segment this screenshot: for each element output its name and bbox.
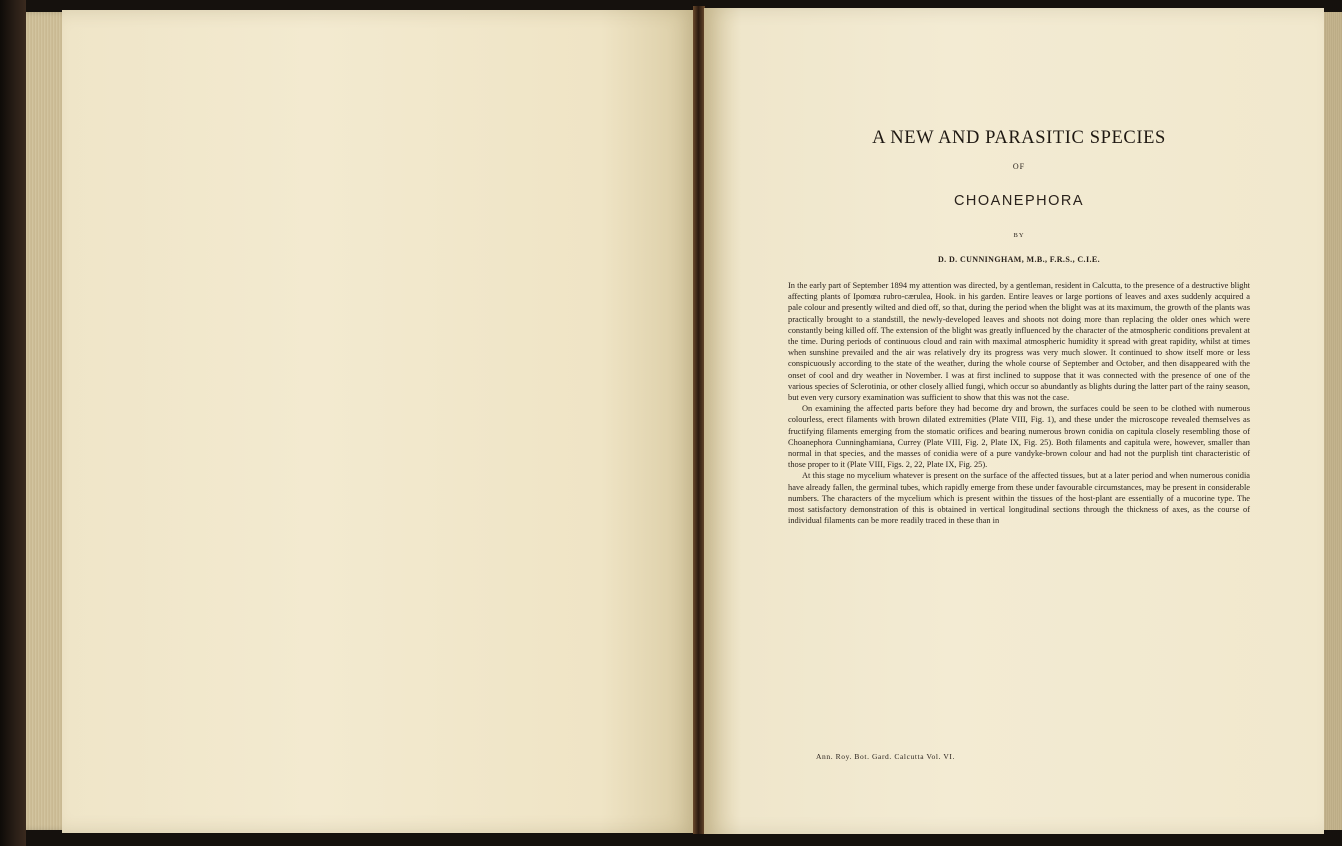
author-name: D. D. CUNNINGHAM, M.B., F.R.S., C.I.E. — [937, 255, 1101, 264]
right-page-edges — [1324, 12, 1342, 830]
paragraph-1: In the early part of September 1894 my attention was directed, by a gentleman, resident in Calcutta, to the presence of a destructive blight affecting plants of Ipomœa rubro-cærulea, Hook. in his garden. Entire leaves or large portions of leaves and axes suddenly acquired a pale colour and presently wilted and died off, so that, during the period when the blight was at its maximum, the growth of the plants was practically brought to a standstill, the newly-developed leaves and shoots not doing more than replacing the older ones which were constantly being killed off. The extension of the blight was greatly influenced by the character of the atmospheric conditions prevalent at the time. During periods of continuous cloud and rain with maximal atmospheric humidity it spread with great rapidity, whilst at times when sunshine prevailed and the air was relatively dry its progress was very much slower. It continued to show itself more or less conspicuously according to the state of the weather, during the whole course of September and October, and then disappeared with the onset of cool and dry weather in November. I was at first inclined to suppose that it was connected with the presence of one of the various species of Sclerotinia, or other closely allied fungi, which occur so abundantly as blights during the latter part of the rainy season, but even very cursory examination was sufficient to show that this was not the case. — [788, 281, 1250, 403]
article-content — [788, 120, 1250, 740]
article-body — [788, 280, 1250, 526]
article-title: A NEW AND PARASITIC SPECIES — [872, 128, 1166, 148]
journal-footer: Ann. Roy. Bot. Gard. Calcutta Vol. VI. — [816, 752, 955, 761]
paragraph-2: On examining the affected parts before they had become dry and brown, the surfaces could be seen to be clothed with numerous colourless, erect filaments with brown dilated extremities (Plate VIII, Fig. 1), and these under the microscope revealed themselves as fructifying filaments emerging from the stomatic orifices and bearing numerous brown conidia on capitula closely resembling those of Choanephora Cunninghamiana, Currey (Plate VIII, Fig. 2, Plate IX, Fig. 25). Both filaments and capitula were, however, smaller than normal in that species, and the masses of conidia were of a pure vandyke-brown colour and had not the purplish tint characteristic of those proper to it (Plate VIII, Figs. 2, 22, Plate IX, Fig. 25). — [788, 404, 1250, 470]
left-page-blank — [62, 10, 696, 833]
byline-label: BY — [1013, 232, 1025, 239]
book-spine — [0, 0, 26, 846]
paragraph-3: At this stage no mycelium whatever is present on the surface of the affected tissues, but at a later period and when numerous conidia have already fallen, the germinal tubes, which rapidly emerge from these under favourable circumstances, may be present in considerable numbers. The characters of the mycelium which is present within the tissues of the host-plant are essentially of a mucorine type. The most satisfactory demonstration of this is obtained in vertical longitudinal sections through the thickness of axes, as the course of individual filaments can be more readily traced in these than in — [788, 471, 1250, 526]
genus-title: CHOANEPHORA — [953, 193, 1085, 209]
title-connector: OF — [1012, 162, 1026, 171]
